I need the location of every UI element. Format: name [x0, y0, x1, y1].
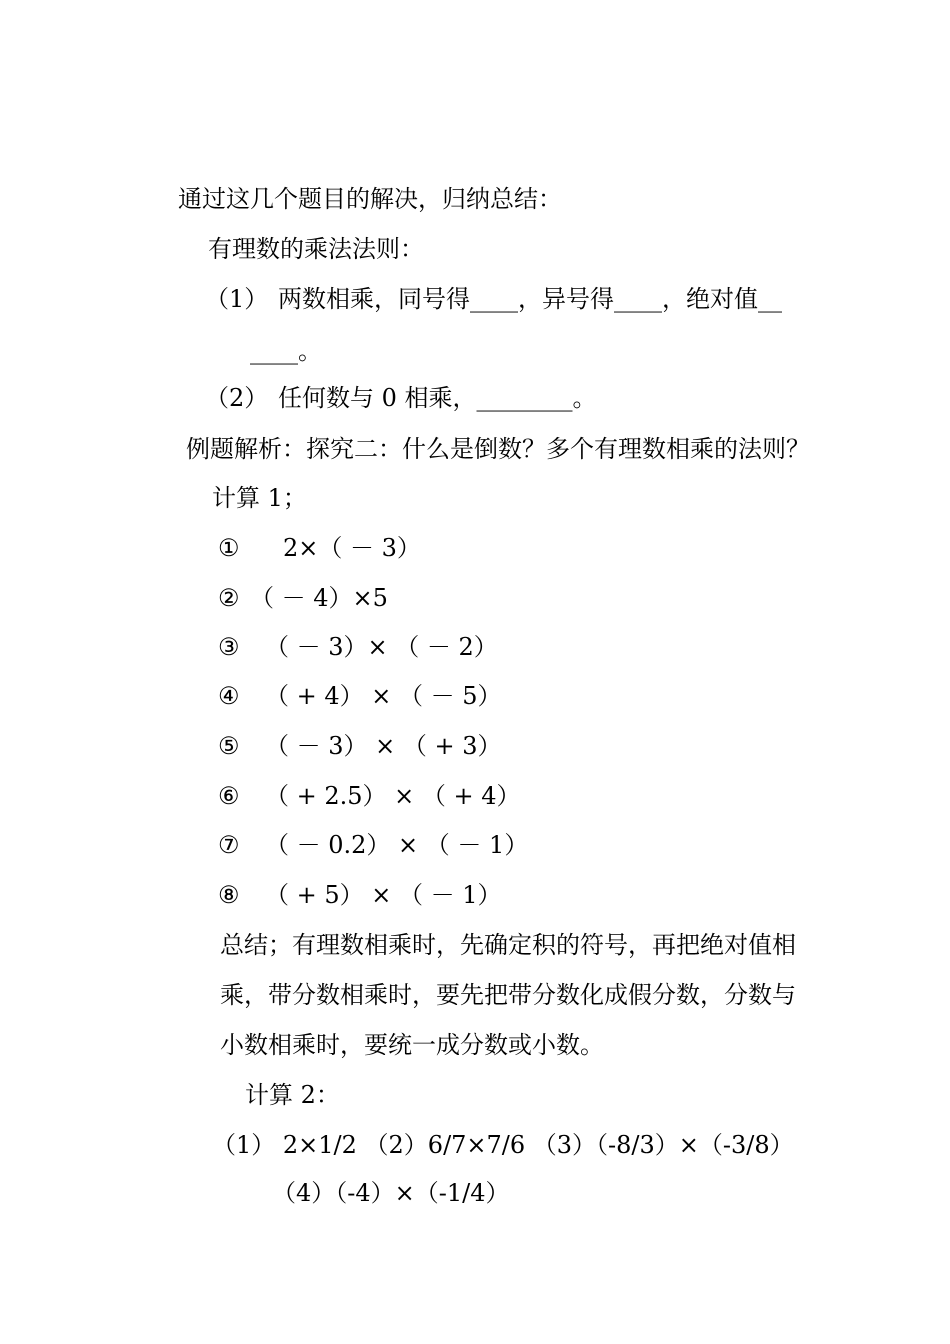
rule-1-continuation: ____。	[250, 337, 322, 365]
calc-2-title: 计算 2：	[245, 1081, 340, 1109]
calc-1-item-mark: ⑤	[218, 732, 240, 760]
summary-line: 小数相乘时，要统一成分数或小数。	[220, 1031, 604, 1059]
calc-1-item-expression: （ － 3）× （ － 2）	[265, 633, 498, 661]
calc-1-item-expression: （ － 4）×5	[250, 584, 388, 612]
calc-1-item-expression: （ + 4） × （ － 5）	[265, 682, 502, 710]
calc-2-line: （4）（-4）×（-1/4）	[272, 1179, 510, 1207]
calc-1-item-expression: （ － 0.2） × （ － 1）	[265, 831, 529, 859]
calc-1-item-mark: ④	[218, 682, 240, 710]
rule-1-text: 两数相乘，同号得____，异号得____，绝对值__	[278, 285, 782, 313]
rule-1-number: （1）	[205, 285, 269, 313]
calc-1-item-mark: ⑧	[218, 881, 240, 909]
calc-1-item-mark: ②	[218, 584, 240, 612]
calc-1-item-expression: （ + 2.5） × （ + 4）	[265, 782, 521, 810]
calc-1-item-mark: ⑦	[218, 831, 240, 859]
calc-1-title: 计算 1；	[212, 484, 307, 512]
rule-2-text: 任何数与 0 相乘，________。	[278, 384, 597, 412]
summary-line: 总结；有理数相乘时，先确定积的符号，再把绝对值相	[220, 931, 796, 959]
summary-line: 乘，带分数相乘时，要先把带分数化成假分数，分数与	[220, 981, 796, 1009]
calc-1-item-expression: （ + 5） × （ － 1）	[265, 881, 502, 909]
example-heading: 例题解析：探究二：什么是倒数？多个有理数相乘的法则？	[186, 435, 810, 463]
calc-1-item-expression: 2×（ － 3）	[283, 534, 421, 562]
calc-1-item-mark: ①	[218, 534, 240, 562]
calc-1-item-mark: ⑥	[218, 782, 240, 810]
intro-text: 通过这几个题目的解决，归纳总结：	[178, 185, 562, 213]
calc-1-item-expression: （ － 3） × （ + 3）	[265, 732, 502, 760]
calc-1-item-mark: ③	[218, 633, 240, 661]
calc-2-line: （1） 2×1/2 （2）6/7×7/6 （3）（-8/3）×（-3/8）	[212, 1131, 794, 1159]
rule-2-number: （2）	[205, 384, 269, 412]
rule-title: 有理数的乘法法则：	[208, 235, 424, 263]
